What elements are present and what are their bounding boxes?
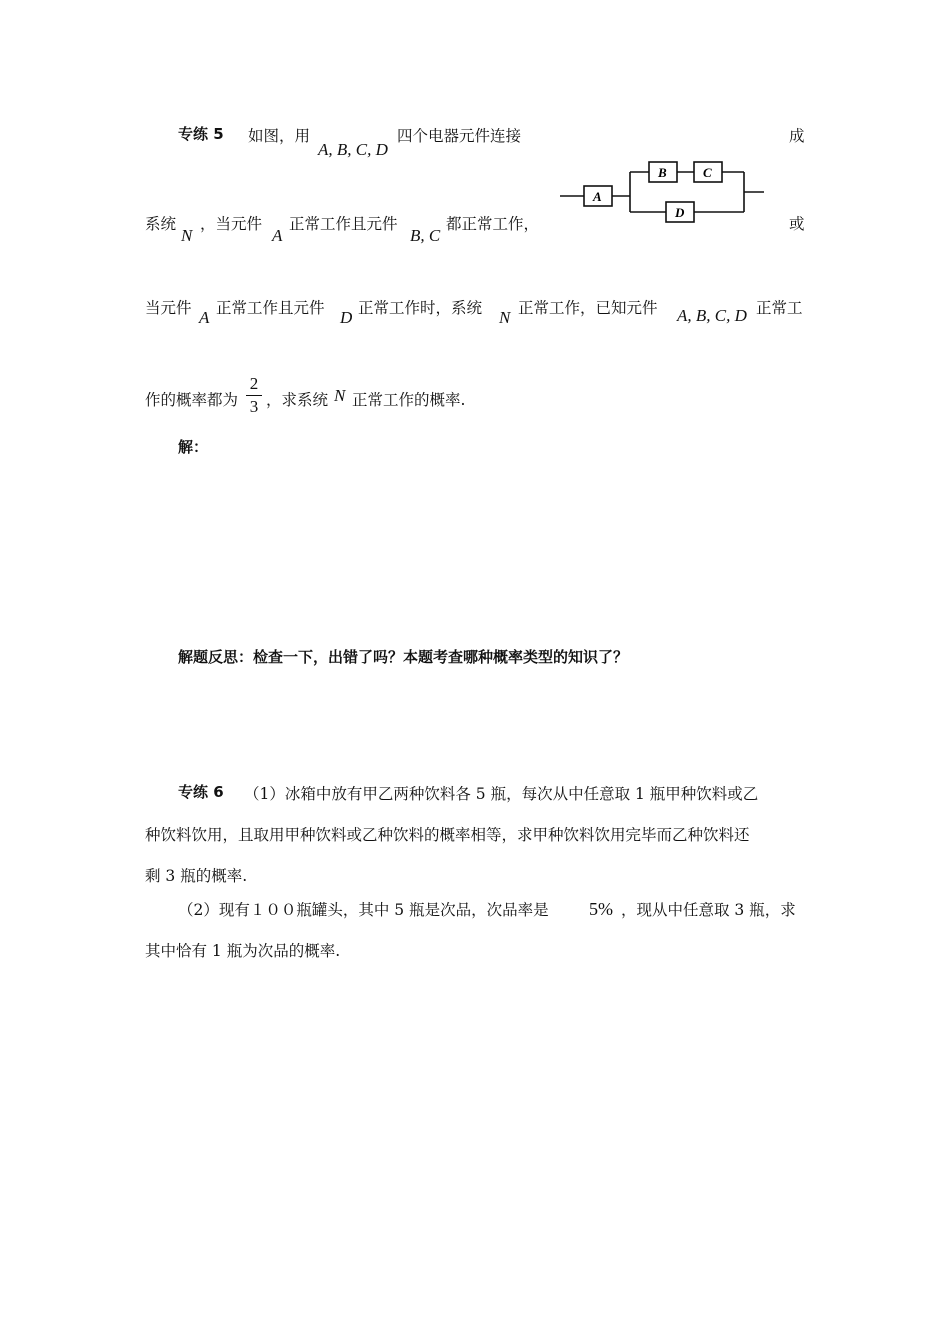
ex5-line4-text-b: ，求系统	[266, 391, 329, 409]
ex6-part1-line2: 种饮料饮用，且取用甲种饮料或乙种饮料的概率相等，求甲种饮料饮用完毕而乙种饮料还	[145, 826, 750, 844]
defect-rate-value: 5%	[589, 899, 613, 919]
ex5-line3-text-b: 正常工作且元件	[216, 299, 325, 317]
solution-label: 解：	[178, 438, 209, 456]
ex5-line3-text-a: 当元件	[145, 299, 192, 317]
ex5-line2-text-d: 都正常工作，	[446, 215, 540, 233]
ex5-line3-text-e: 正常工	[756, 299, 803, 317]
ex5-line2-math-a: A	[272, 226, 283, 245]
ex5-line1-text-c: 成	[789, 127, 805, 145]
reflection-text: 解题反思：检查一下，出错了吗？本题考查哪种概率类型的知识了？	[178, 648, 629, 666]
ex5-line3-math-abcd: A, B, C, D	[677, 306, 747, 325]
ex5-line2-math-bc: B, C	[410, 226, 441, 245]
ex5-line3-text-d: 正常工作，已知元件	[518, 299, 658, 317]
ex5-line1-text-a: 如图，用	[248, 127, 311, 145]
ex6-part2-line1b: ，现从中任意取 3 瓶，求	[621, 901, 796, 919]
circuit-diagram	[558, 150, 776, 232]
component-a-label: A	[593, 189, 602, 204]
exercise-5-label: 专练 5	[178, 125, 224, 143]
ex5-line4-math-n: N	[334, 386, 346, 405]
ex5-line2-math-n: N	[181, 226, 193, 245]
ex5-line2-text-c: 正常工作且元件	[289, 215, 398, 233]
ex5-line3-math-a: A	[199, 308, 210, 327]
ex5-line2-text-e: 或	[789, 215, 805, 233]
component-c-label: C	[703, 165, 712, 180]
ex5-line2-text-a: 系统	[145, 215, 177, 233]
ex6-part2-line2: 其中恰有 1 瓶为次品的概率.	[145, 942, 341, 960]
ex5-line4-text-c: 正常工作的概率.	[352, 391, 466, 409]
ex6-part2-line1a: （2）现有１００瓶罐头，其中 5 瓶是次品，次品率是	[178, 901, 549, 919]
fraction-numerator: 2	[249, 374, 259, 393]
ex6-part1-line1: （1）冰箱中放有甲乙两种饮料各 5 瓶，每次从中任意取 1 瓶甲种饮料或乙	[244, 785, 759, 803]
fraction-bar	[246, 395, 262, 396]
fraction-two-thirds	[246, 374, 262, 417]
ex5-line4-text-a: 作的概率都为	[145, 391, 239, 409]
ex5-line3-math-n: N	[499, 308, 511, 327]
component-d-label: D	[675, 205, 685, 220]
ex5-line1-text-b: 四个电器元件连接	[397, 127, 522, 145]
exercise-6-label: 专练 6	[178, 783, 224, 801]
fraction-denominator: 3	[249, 397, 259, 416]
ex5-line1-math: A, B, C, D	[318, 140, 388, 159]
ex5-line3-text-c: 正常工作时，系统	[358, 299, 483, 317]
ex5-line3-math-d: D	[340, 308, 353, 327]
component-b-label: B	[658, 165, 667, 180]
ex6-part1-line3: 剩 3 瓶的概率.	[145, 867, 248, 885]
ex5-line2-text-b: ，当元件	[200, 215, 263, 233]
